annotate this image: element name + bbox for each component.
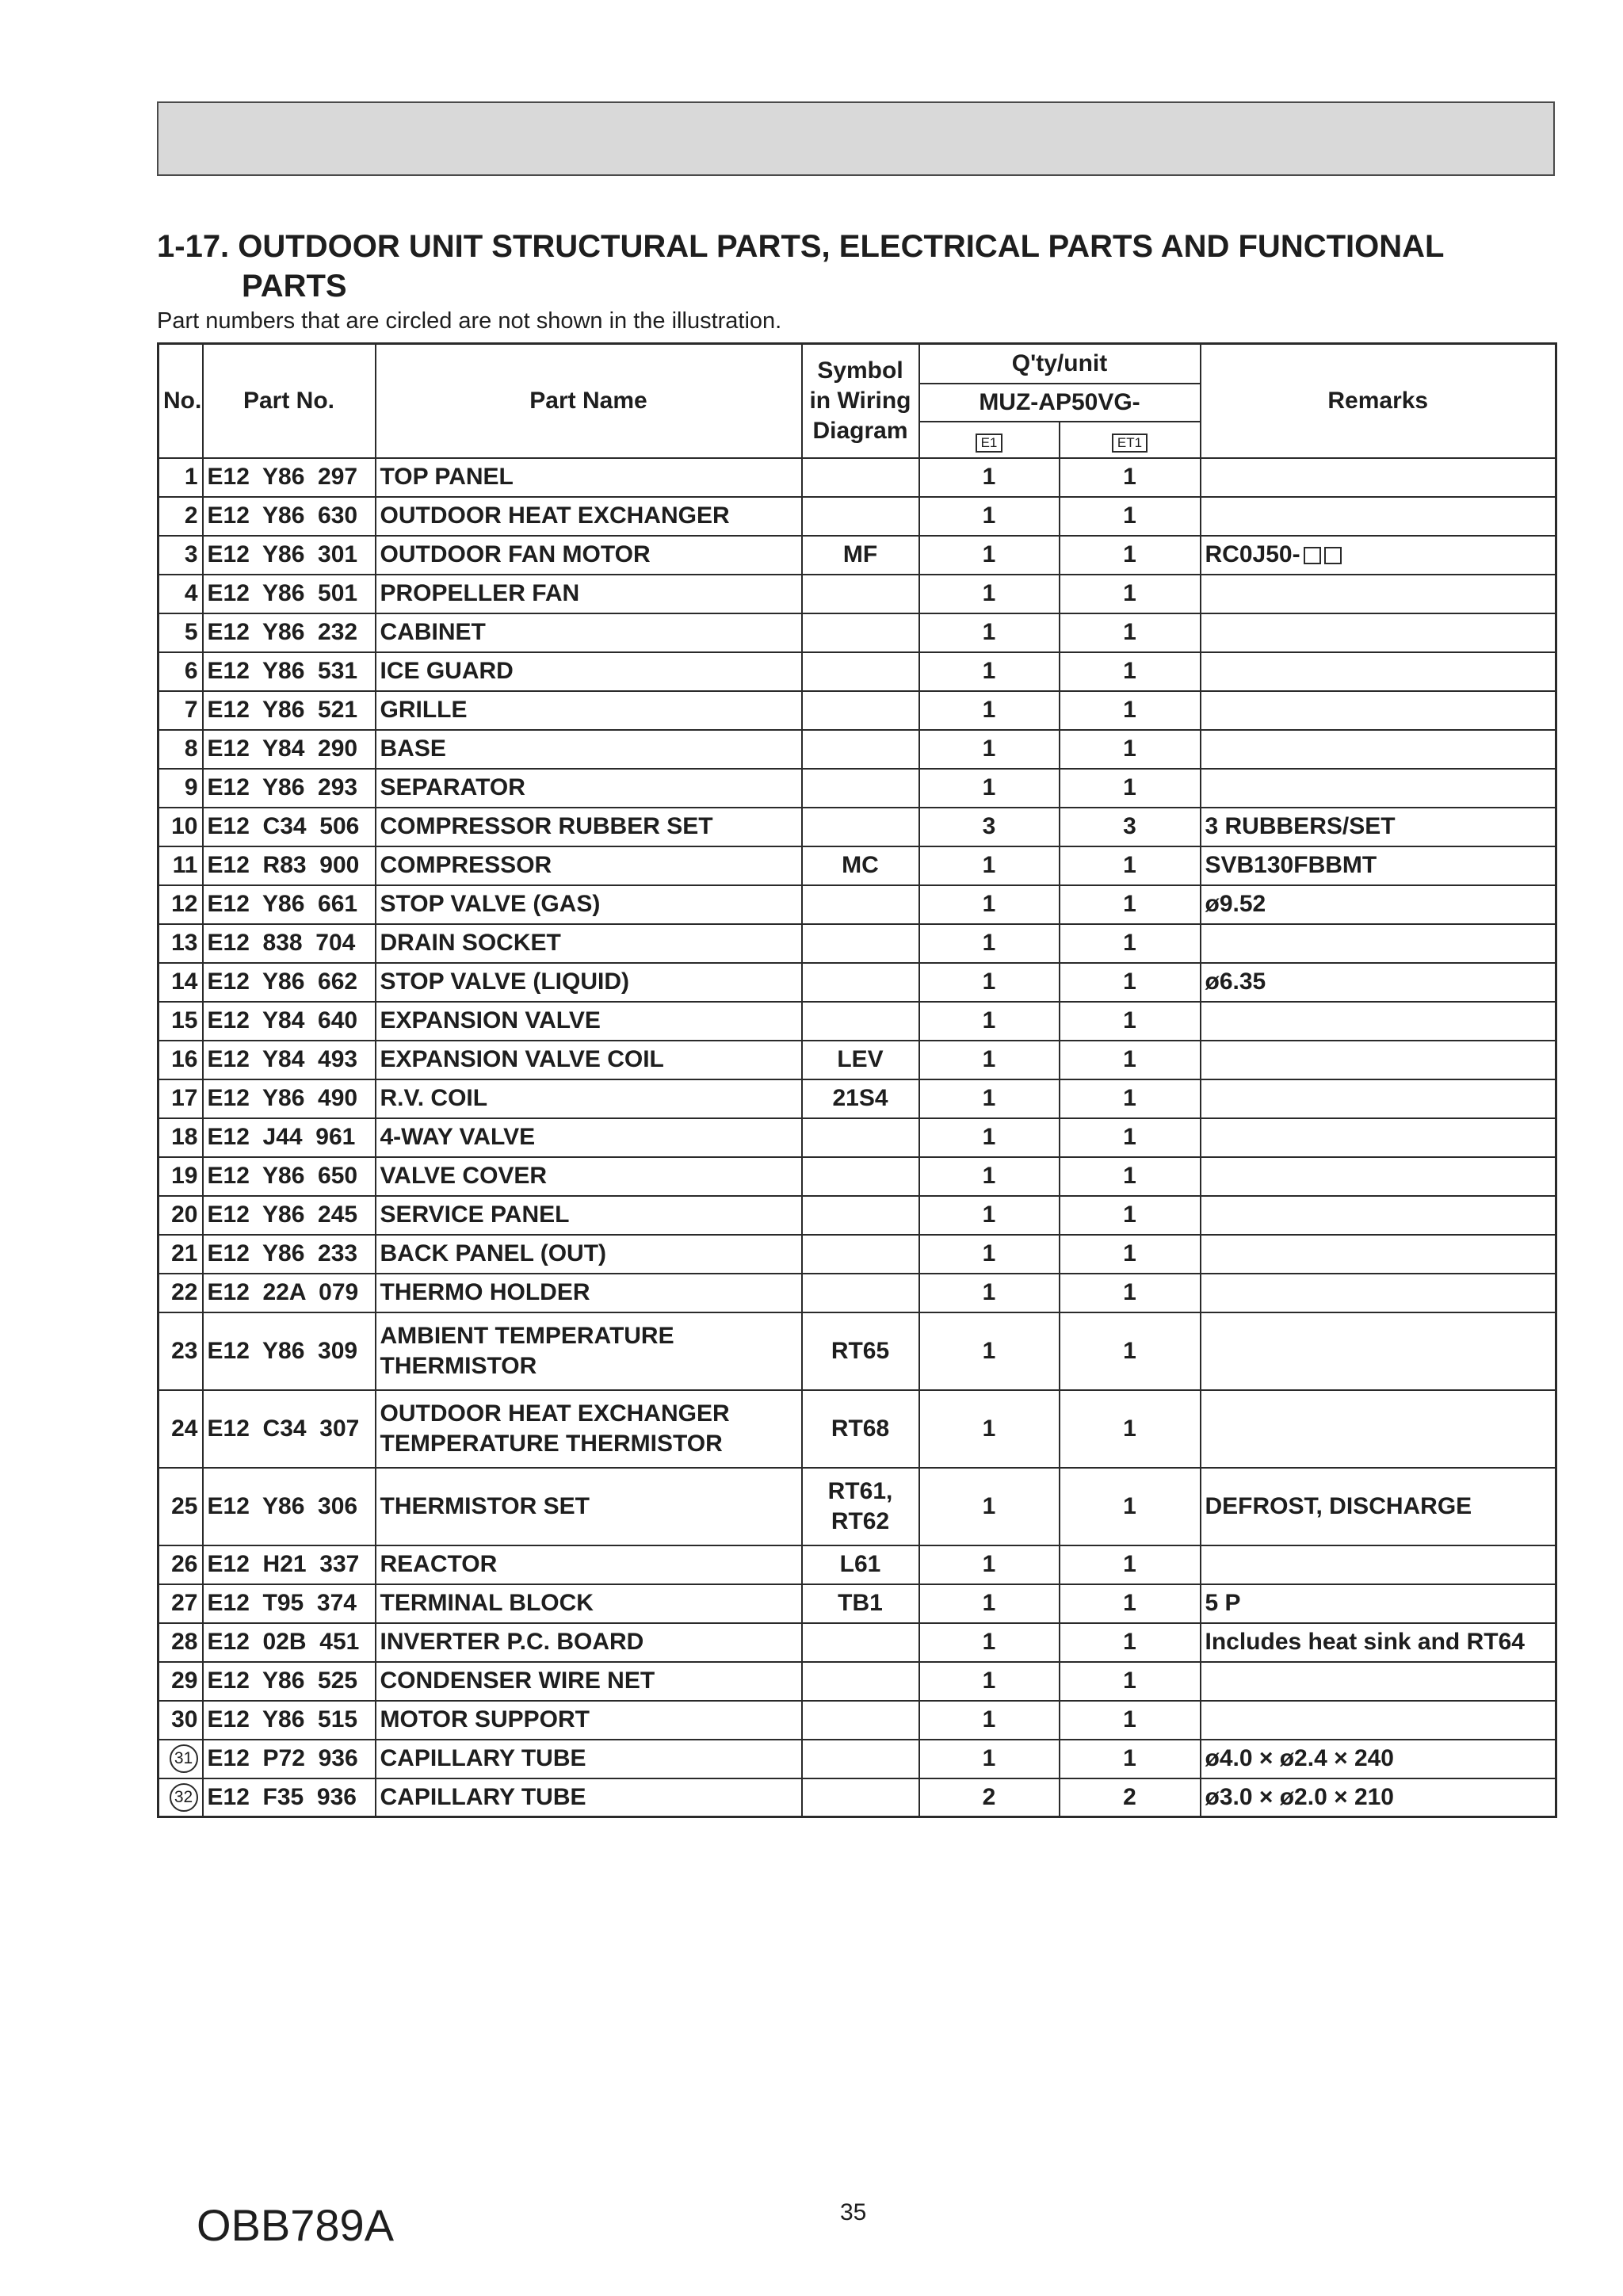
- remarks: [1201, 1041, 1556, 1079]
- parts-table: [157, 342, 1557, 1818]
- table-row: [158, 691, 1556, 730]
- part-name: 4-WAY VALVE: [376, 1118, 802, 1157]
- qty-et1: 1: [1060, 1041, 1201, 1079]
- qty-e1: 2: [919, 1778, 1060, 1817]
- row-number: 22: [158, 1274, 203, 1312]
- qty-et1: 3: [1060, 808, 1201, 846]
- table-row: [158, 652, 1556, 691]
- qty-et1: 1: [1060, 1079, 1201, 1118]
- part-number: E12 Y86 297: [203, 458, 376, 497]
- row-number: 14: [158, 963, 203, 1002]
- part-number: E12 Y86 232: [203, 613, 376, 652]
- note-text: Part numbers that are circled are not shown in the illustration.: [157, 308, 782, 334]
- wiring-symbol: [802, 1235, 919, 1274]
- qty-e1: 1: [919, 1079, 1060, 1118]
- qty-e1: 1: [919, 1584, 1060, 1623]
- qty-et1: 1: [1060, 458, 1201, 497]
- circled-number: 32: [170, 1783, 198, 1812]
- qty-et1: 1: [1060, 1390, 1201, 1468]
- table-row: [158, 575, 1556, 613]
- row-number: 25: [158, 1468, 203, 1545]
- table-row: [158, 1079, 1556, 1118]
- qty-et1: 1: [1060, 1468, 1201, 1545]
- wiring-symbol: [802, 458, 919, 497]
- wiring-symbol: [802, 652, 919, 691]
- row-number: 29: [158, 1662, 203, 1701]
- wiring-symbol: [802, 1662, 919, 1701]
- part-name: BACK PANEL (OUT): [376, 1235, 802, 1274]
- wiring-symbol: [802, 613, 919, 652]
- part-number: E12 Y86 531: [203, 652, 376, 691]
- row-number: 16: [158, 1041, 203, 1079]
- part-name: STOP VALVE (GAS): [376, 885, 802, 924]
- qty-et1: 1: [1060, 963, 1201, 1002]
- remarks: ø4.0 × ø2.4 × 240: [1201, 1740, 1556, 1778]
- qty-e1: 1: [919, 652, 1060, 691]
- section-title: [157, 227, 1583, 306]
- qty-et1: 1: [1060, 730, 1201, 769]
- row-number: 27: [158, 1584, 203, 1623]
- table-row: [158, 1545, 1556, 1584]
- part-number: E12 Y86 245: [203, 1196, 376, 1235]
- row-number: 3: [158, 536, 203, 575]
- remarks: RC0J50-: [1201, 536, 1556, 575]
- table-row: [158, 1468, 1556, 1545]
- qty-e1: 3: [919, 808, 1060, 846]
- wiring-symbol: [802, 885, 919, 924]
- part-name: TERMINAL BLOCK: [376, 1584, 802, 1623]
- part-number: E12 838 704: [203, 924, 376, 963]
- part-number: E12 Y86 293: [203, 769, 376, 808]
- wiring-symbol: [802, 1778, 919, 1817]
- remarks: [1201, 1157, 1556, 1196]
- qty-e1: 1: [919, 1041, 1060, 1079]
- part-name: OUTDOOR HEAT EXCHANGER: [376, 497, 802, 536]
- qty-e1: 1: [919, 1157, 1060, 1196]
- remarks: [1201, 730, 1556, 769]
- qty-et1: 1: [1060, 1740, 1201, 1778]
- qty-e1: 1: [919, 924, 1060, 963]
- part-name: OUTDOOR FAN MOTOR: [376, 536, 802, 575]
- row-number: 17: [158, 1079, 203, 1118]
- part-number: E12 Y86 501: [203, 575, 376, 613]
- row-number: 1: [158, 458, 203, 497]
- table-row: [158, 1157, 1556, 1196]
- table-row: [158, 497, 1556, 536]
- table-row: [158, 1118, 1556, 1157]
- qty-e1: 1: [919, 1390, 1060, 1468]
- qty-et1: 1: [1060, 846, 1201, 885]
- table-row: [158, 1701, 1556, 1740]
- qty-et1: 1: [1060, 1002, 1201, 1041]
- section-title-line2: PARTS: [242, 269, 347, 304]
- remarks: SVB130FBBMT: [1201, 846, 1556, 885]
- qty-e1: 1: [919, 1662, 1060, 1701]
- table-row: [158, 1390, 1556, 1468]
- row-number: 2: [158, 497, 203, 536]
- part-number: E12 J44 961: [203, 1118, 376, 1157]
- document-code: OBB789A: [197, 2200, 395, 2250]
- qty-e1: 1: [919, 769, 1060, 808]
- qty-et1: 1: [1060, 885, 1201, 924]
- part-number: E12 C34 307: [203, 1390, 376, 1468]
- part-number: E12 Y84 640: [203, 1002, 376, 1041]
- wiring-symbol: [802, 963, 919, 1002]
- table-row: [158, 924, 1556, 963]
- wiring-symbol: RT61, RT62: [802, 1468, 919, 1545]
- row-number: 11: [158, 846, 203, 885]
- table-row: [158, 1740, 1556, 1778]
- part-name: CAPILLARY TUBE: [376, 1778, 802, 1817]
- qty-et1: 1: [1060, 1118, 1201, 1157]
- part-number: E12 Y86 233: [203, 1235, 376, 1274]
- remarks: [1201, 1235, 1556, 1274]
- part-number: E12 Y86 306: [203, 1468, 376, 1545]
- wiring-symbol: [802, 769, 919, 808]
- table-row: [158, 846, 1556, 885]
- row-number: 18: [158, 1118, 203, 1157]
- table-row: [158, 1196, 1556, 1235]
- part-name: AMBIENT TEMPERATURE THERMISTOR: [376, 1312, 802, 1390]
- remarks: [1201, 691, 1556, 730]
- section-title-line1: 1-17. OUTDOOR UNIT STRUCTURAL PARTS, ELECTRICAL PARTS AND FUNCTIONAL: [157, 229, 1445, 264]
- qty-e1: 1: [919, 1740, 1060, 1778]
- part-number: E12 P72 936: [203, 1740, 376, 1778]
- qty-e1: 1: [919, 1623, 1060, 1662]
- table-row: [158, 769, 1556, 808]
- placeholder-box-icon: [1304, 547, 1321, 564]
- remarks: [1201, 497, 1556, 536]
- row-number: 30: [158, 1701, 203, 1740]
- remarks: DEFROST, DISCHARGE: [1201, 1468, 1556, 1545]
- qty-e1: 1: [919, 1235, 1060, 1274]
- remarks: [1201, 1662, 1556, 1701]
- wiring-symbol: LEV: [802, 1041, 919, 1079]
- part-name: STOP VALVE (LIQUID): [376, 963, 802, 1002]
- header-remarks: Remarks: [1201, 344, 1556, 458]
- part-name: CABINET: [376, 613, 802, 652]
- part-number: E12 Y84 493: [203, 1041, 376, 1079]
- part-number: E12 R83 900: [203, 846, 376, 885]
- remarks: [1201, 458, 1556, 497]
- table-row: [158, 1312, 1556, 1390]
- row-number: [158, 1778, 203, 1817]
- part-number: E12 Y86 525: [203, 1662, 376, 1701]
- qty-et1: 1: [1060, 497, 1201, 536]
- table-row: [158, 1778, 1556, 1817]
- qty-et1: 1: [1060, 1662, 1201, 1701]
- wiring-symbol: MC: [802, 846, 919, 885]
- part-name: COMPRESSOR: [376, 846, 802, 885]
- remarks: [1201, 1196, 1556, 1235]
- qty-et1: 1: [1060, 1196, 1201, 1235]
- part-number: E12 C34 506: [203, 808, 376, 846]
- table-row: [158, 808, 1556, 846]
- qty-e1: 1: [919, 1545, 1060, 1584]
- wiring-symbol: [802, 924, 919, 963]
- table-row: [158, 1662, 1556, 1701]
- part-name: EXPANSION VALVE: [376, 1002, 802, 1041]
- qty-et1: 1: [1060, 691, 1201, 730]
- remarks: ø9.52: [1201, 885, 1556, 924]
- wiring-symbol: [802, 497, 919, 536]
- remarks: ø6.35: [1201, 963, 1556, 1002]
- part-number: E12 22A 079: [203, 1274, 376, 1312]
- remarks: [1201, 613, 1556, 652]
- part-number: E12 Y86 650: [203, 1157, 376, 1196]
- remarks: 5 P: [1201, 1584, 1556, 1623]
- remarks: [1201, 1390, 1556, 1468]
- qty-e1: 1: [919, 1118, 1060, 1157]
- table-row: [158, 885, 1556, 924]
- wiring-symbol: [802, 1002, 919, 1041]
- table-row: [158, 1623, 1556, 1662]
- qty-e1: 1: [919, 846, 1060, 885]
- part-number: E12 Y86 630: [203, 497, 376, 536]
- qty-e1: 1: [919, 1312, 1060, 1390]
- wiring-symbol: [802, 1157, 919, 1196]
- remarks: [1201, 1274, 1556, 1312]
- wiring-symbol: [802, 1274, 919, 1312]
- part-name: THERMISTOR SET: [376, 1468, 802, 1545]
- part-name: ICE GUARD: [376, 652, 802, 691]
- qty-e1: 1: [919, 458, 1060, 497]
- row-number: 8: [158, 730, 203, 769]
- row-number: 20: [158, 1196, 203, 1235]
- row-number: 26: [158, 1545, 203, 1584]
- part-name: VALVE COVER: [376, 1157, 802, 1196]
- qty-et1: 1: [1060, 613, 1201, 652]
- qty-e1: 1: [919, 1274, 1060, 1312]
- header-part-name: Part Name: [376, 344, 802, 458]
- part-number: E12 Y86 661: [203, 885, 376, 924]
- part-name: R.V. COIL: [376, 1079, 802, 1118]
- parts-table-body: [158, 458, 1556, 1817]
- part-name: COMPRESSOR RUBBER SET: [376, 808, 802, 846]
- row-number: 19: [158, 1157, 203, 1196]
- row-number: 5: [158, 613, 203, 652]
- part-number: E12 T95 374: [203, 1584, 376, 1623]
- qty-e1: 1: [919, 497, 1060, 536]
- row-number: 12: [158, 885, 203, 924]
- qty-e1: 1: [919, 575, 1060, 613]
- part-number: E12 02B 451: [203, 1623, 376, 1662]
- qty-et1: 1: [1060, 1584, 1201, 1623]
- qty-et1: 1: [1060, 1312, 1201, 1390]
- part-number: E12 Y86 521: [203, 691, 376, 730]
- qty-et1: 1: [1060, 575, 1201, 613]
- wiring-symbol: [802, 1118, 919, 1157]
- table-row: [158, 536, 1556, 575]
- remarks: [1201, 1312, 1556, 1390]
- wiring-symbol: 21S4: [802, 1079, 919, 1118]
- placeholder-box-icon: [1324, 547, 1342, 564]
- row-number: 21: [158, 1235, 203, 1274]
- wiring-symbol: [802, 691, 919, 730]
- wiring-symbol: RT68: [802, 1390, 919, 1468]
- qty-e1: 1: [919, 1468, 1060, 1545]
- remarks: [1201, 1002, 1556, 1041]
- table-row: [158, 963, 1556, 1002]
- remarks: [1201, 652, 1556, 691]
- qty-e1: 1: [919, 691, 1060, 730]
- row-number: 10: [158, 808, 203, 846]
- table-row: [158, 1274, 1556, 1312]
- remarks: [1201, 1701, 1556, 1740]
- qty-et1: 1: [1060, 1157, 1201, 1196]
- remarks: ø3.0 × ø2.0 × 210: [1201, 1778, 1556, 1817]
- row-number: 7: [158, 691, 203, 730]
- qty-et1: 2: [1060, 1778, 1201, 1817]
- qty-e1: 1: [919, 1701, 1060, 1740]
- wiring-symbol: [802, 1740, 919, 1778]
- page-number: 35: [840, 2199, 867, 2225]
- part-name: EXPANSION VALVE COIL: [376, 1041, 802, 1079]
- row-number: 4: [158, 575, 203, 613]
- qty-et1: 1: [1060, 769, 1201, 808]
- qty-et1: 1: [1060, 924, 1201, 963]
- table-row: [158, 730, 1556, 769]
- part-name: SEPARATOR: [376, 769, 802, 808]
- part-name: SERVICE PANEL: [376, 1196, 802, 1235]
- part-number: E12 Y86 490: [203, 1079, 376, 1118]
- qty-e1: 1: [919, 885, 1060, 924]
- qty-et1: 1: [1060, 1235, 1201, 1274]
- qty-et1: 1: [1060, 1545, 1201, 1584]
- table-row: [158, 1002, 1556, 1041]
- wiring-symbol: RT65: [802, 1312, 919, 1390]
- remarks: [1201, 924, 1556, 963]
- qty-et1: 1: [1060, 1623, 1201, 1662]
- remarks: 3 RUBBERS/SET: [1201, 808, 1556, 846]
- qty-et1: 1: [1060, 652, 1201, 691]
- header-qty: Q'ty/unit: [919, 344, 1201, 384]
- part-name: OUTDOOR HEAT EXCHANGER TEMPERATURE THERMISTOR: [376, 1390, 802, 1468]
- header-model: MUZ-AP50VG-: [919, 384, 1201, 422]
- row-number: 6: [158, 652, 203, 691]
- remarks: [1201, 769, 1556, 808]
- qty-e1: 1: [919, 1002, 1060, 1041]
- part-name: BASE: [376, 730, 802, 769]
- wiring-symbol: [802, 808, 919, 846]
- wiring-symbol: MF: [802, 536, 919, 575]
- qty-e1: 1: [919, 963, 1060, 1002]
- part-name: MOTOR SUPPORT: [376, 1701, 802, 1740]
- row-number: [158, 1740, 203, 1778]
- table-row: [158, 1235, 1556, 1274]
- header-band: [157, 101, 1555, 176]
- part-name: CAPILLARY TUBE: [376, 1740, 802, 1778]
- part-number: E12 Y84 290: [203, 730, 376, 769]
- part-number: E12 Y86 301: [203, 536, 376, 575]
- remarks: [1201, 1079, 1556, 1118]
- header-no: No.: [158, 344, 203, 458]
- part-name: GRILLE: [376, 691, 802, 730]
- part-name: PROPELLER FAN: [376, 575, 802, 613]
- qty-et1: 1: [1060, 1274, 1201, 1312]
- wiring-symbol: [802, 575, 919, 613]
- table-row: [158, 458, 1556, 497]
- remarks: [1201, 575, 1556, 613]
- qty-et1: 1: [1060, 536, 1201, 575]
- header-part-no: Part No.: [203, 344, 376, 458]
- wiring-symbol: [802, 1623, 919, 1662]
- part-name: TOP PANEL: [376, 458, 802, 497]
- part-name: INVERTER P.C. BOARD: [376, 1623, 802, 1662]
- row-number: 28: [158, 1623, 203, 1662]
- wiring-symbol: L61: [802, 1545, 919, 1584]
- header-symbol: Symbol in Wiring Diagram: [802, 344, 919, 458]
- qty-e1: 1: [919, 1196, 1060, 1235]
- part-name: DRAIN SOCKET: [376, 924, 802, 963]
- part-name: CONDENSER WIRE NET: [376, 1662, 802, 1701]
- qty-e1: 1: [919, 730, 1060, 769]
- table-row: [158, 1584, 1556, 1623]
- part-number: E12 H21 337: [203, 1545, 376, 1584]
- table-row: [158, 1041, 1556, 1079]
- part-number: E12 F35 936: [203, 1778, 376, 1817]
- wiring-symbol: [802, 1196, 919, 1235]
- part-name: THERMO HOLDER: [376, 1274, 802, 1312]
- remarks: [1201, 1118, 1556, 1157]
- row-number: 24: [158, 1390, 203, 1468]
- wiring-symbol: TB1: [802, 1584, 919, 1623]
- wiring-symbol: [802, 730, 919, 769]
- row-number: 13: [158, 924, 203, 963]
- part-number: E12 Y86 515: [203, 1701, 376, 1740]
- remarks: [1201, 1545, 1556, 1584]
- circled-number: 31: [170, 1744, 198, 1773]
- qty-e1: 1: [919, 613, 1060, 652]
- row-number: 23: [158, 1312, 203, 1390]
- part-number: E12 Y86 662: [203, 963, 376, 1002]
- qty-e1: 1: [919, 536, 1060, 575]
- wiring-symbol: [802, 1701, 919, 1740]
- header-variant-e1: E1: [919, 422, 1060, 458]
- part-name: REACTOR: [376, 1545, 802, 1584]
- row-number: 15: [158, 1002, 203, 1041]
- qty-et1: 1: [1060, 1701, 1201, 1740]
- remarks: Includes heat sink and RT64: [1201, 1623, 1556, 1662]
- row-number: 9: [158, 769, 203, 808]
- part-number: E12 Y86 309: [203, 1312, 376, 1390]
- header-variant-et1: ET1: [1060, 422, 1201, 458]
- table-row: [158, 613, 1556, 652]
